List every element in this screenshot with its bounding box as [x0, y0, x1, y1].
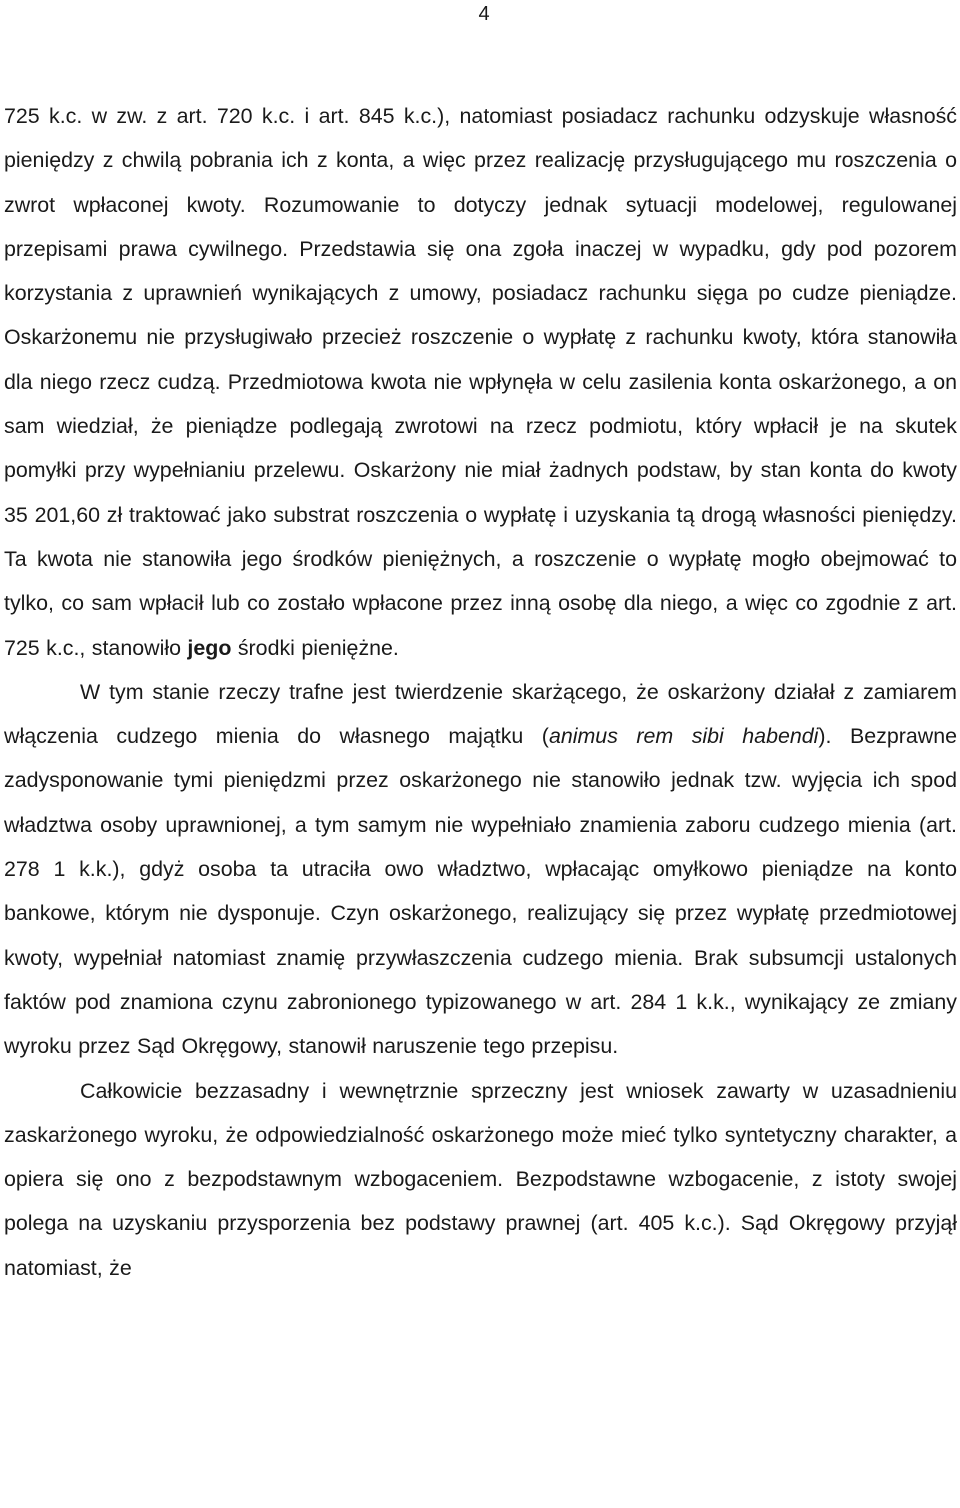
paragraph-2-text-b: ). Bezprawne zadysponowanie tymi pieniędzmi przez oskarżonego nie stanowiło jednak tzw. wyjęcia ich spod władztwa osoby uprawnionej, a tym samym nie wypełniało znamienia zaboru cudzego mienia (art. 278 1 k.k.), gdyż osoba ta utraciła owo władztwo, wpłacając omyłkowo pieniądze na konto bankowe, którym nie dysponuje. Czyn oskarżonego, realizujący się przez wypłatę przedmiotowej kwoty, wypełniał natomiast znamię przywłaszczenia cudzego mienia. Brak subsumcji ustalonych faktów pod znamiona czynu zabronionego typizowanego w art. 284 1 k.k., wynikający ze zmiany wyroku przez Sąd Okręgowy, stanowił naruszenie tego przepisu. — [4, 724, 957, 1059]
paragraph-2-text-a: W tym stanie rzeczy trafne jest twierdzenie skarżącego, że oskarżony działał z zamiarem włączenia cudzego mienia do własnego majątku ( — [4, 679, 957, 749]
paragraph-2-latin-phrase: animus rem sibi habendi — [548, 724, 819, 749]
paragraph-1-text-a: 725 k.c. w zw. z art. 720 k.c. i art. 845 k.c.), natomiast posiadacz rachunku odzyskuje własność pieniędzy z chwilą pobrania ich z konta, a więc przez realizację przysługującego mu roszczenia o zwrot wpłaconej kwoty. Rozumowanie to dotyczy jednak sytuacji modelowej, regulowanej przepisami prawa cywilnego. Przedstawia się ona zgoła inaczej w wypadku, gdy pod pozorem korzystania z uprawnień wynikających z umowy, posiadacz rachunku sięga po cudze pieniądze. Oskarżonemu nie przysługiwało przecież roszczenie o wypłatę z rachunku kwoty, która stanowiła dla niego rzecz cudzą. Przedmiotowa kwota nie wpłynęła w celu zasilenia konta oskarżonego, a on sam wiedział, że pieniądze podlegają zwrotowi na rzecz podmiotu, który wpłacił je na skutek pomyłki przy wypełnianiu przelewu. Oskarżony nie miał żadnych podstaw, by stan konta do kwoty 35 201,60 zł traktować jako substrat roszczenia o wypłatę i uzyskania tą drogą własności pieniędzy. Ta kwota nie stanowiła jego środków pieniężnych, a roszczenie o wypłatę mogło obejmować to tylko, co sam wpłacił lub co zostało wpłacone przez inną osobę dla niego, a więc co zgodnie z art. 725 k.c., stanowiło — [4, 104, 957, 660]
page-number: 4 — [478, 3, 490, 25]
paragraph-3: Całkowicie bezzasadny i wewnętrznie sprzeczny jest wniosek zawarty w uzasadnieniu zaskarżonego wyroku, że odpowiedzialność oskarżonego może mieć tylko syntetyczny charakter, a opiera się ono z bezpodstawnym wzbogaceniem. Bezpodstawne wzbogacenie, z istoty swojej polega na uzyskaniu przysporzenia bez podstawy prawnej (art. 405 k.c.). Sąd Okręgowy przyjął natomiast, że — [4, 1078, 957, 1280]
paragraph-1-bold-word: jego — [187, 635, 232, 660]
paragraph-1 — [4, 94, 957, 670]
paragraph-1-text-b: środki pieniężne. — [231, 635, 399, 660]
document-body — [4, 94, 957, 1290]
paragraph-2 — [4, 670, 957, 1069]
